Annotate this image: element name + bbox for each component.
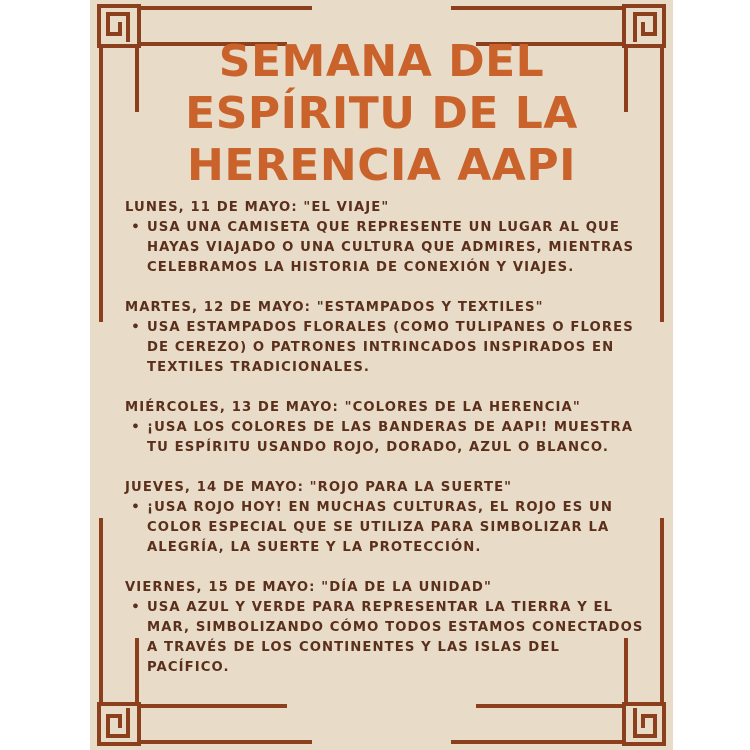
day-detail <box>125 498 645 558</box>
day-heading: MIÉRCOLES, 13 DE MAYO: "COLORES DE LA HERENCIA" <box>125 400 581 415</box>
day-detail <box>125 598 645 678</box>
day-heading: LUNES, 11 DE MAYO: "EL VIAJE" <box>125 200 390 215</box>
day-friday <box>125 578 645 678</box>
title-line: ESPÍRITU DE LA <box>185 88 578 139</box>
poster <box>90 0 673 750</box>
schedule-list <box>125 198 645 698</box>
day-wednesday <box>125 398 645 458</box>
day-detail <box>125 318 645 378</box>
day-detail <box>125 218 645 278</box>
day-detail <box>125 418 645 458</box>
day-heading: MARTES, 12 DE MAYO: "ESTAMPADOS Y TEXTILES" <box>125 300 544 315</box>
day-heading: VIERNES, 15 DE MAYO: "DÍA DE LA UNIDAD" <box>125 580 492 595</box>
bullet-icon: • <box>131 220 141 235</box>
bullet-icon: • <box>131 320 141 335</box>
day-detail-text: USA ESTAMPADOS FLORALES (COMO TULIPANES O FLORES DE CEREZO) O PATRONES INTRINCADOS INSPIRADOS EN TEXTILES TRADICIONALES. <box>147 320 634 375</box>
poster-title <box>90 36 673 192</box>
day-detail-text: USA UNA CAMISETA QUE REPRESENTE UN LUGAR AL QUE HAYAS VIAJADO O UNA CULTURA QUE ADMIRES, MIENTRAS CELEBRAMOS LA HISTORIA DE CONEXIÓN Y VIAJES. <box>147 220 635 275</box>
day-thursday <box>125 478 645 558</box>
day-monday <box>125 198 645 278</box>
day-detail-text: ¡USA LOS COLORES DE LAS BANDERAS DE AAPI! MUESTRA TU ESPÍRITU USANDO ROJO, DORADO, AZUL O BLANCO. <box>147 420 634 455</box>
bullet-icon: • <box>131 600 141 615</box>
day-heading: JUEVES, 14 DE MAYO: "ROJO PARA LA SUERTE" <box>125 480 513 495</box>
day-detail-text: ¡USA ROJO HOY! EN MUCHAS CULTURAS, EL ROJO ES UN COLOR ESPECIAL QUE SE UTILIZA PARA SIMBOLIZAR LA ALEGRÍA, LA SUERTE Y LA PROTECCIÓN. <box>147 500 613 555</box>
bullet-icon: • <box>131 500 141 515</box>
title-line: HERENCIA AAPI <box>187 140 576 191</box>
day-tuesday <box>125 298 645 378</box>
day-detail-text: USA AZUL Y VERDE PARA REPRESENTAR LA TIERRA Y EL MAR, SIMBOLIZANDO CÓMO TODOS ESTAMOS CONECTADOS A TRAVÉS DE LOS CONTINENTES Y LAS ISLAS DEL PACÍFICO. <box>147 600 644 675</box>
title-line: SEMANA DEL <box>218 36 545 87</box>
bullet-icon: • <box>131 420 141 435</box>
